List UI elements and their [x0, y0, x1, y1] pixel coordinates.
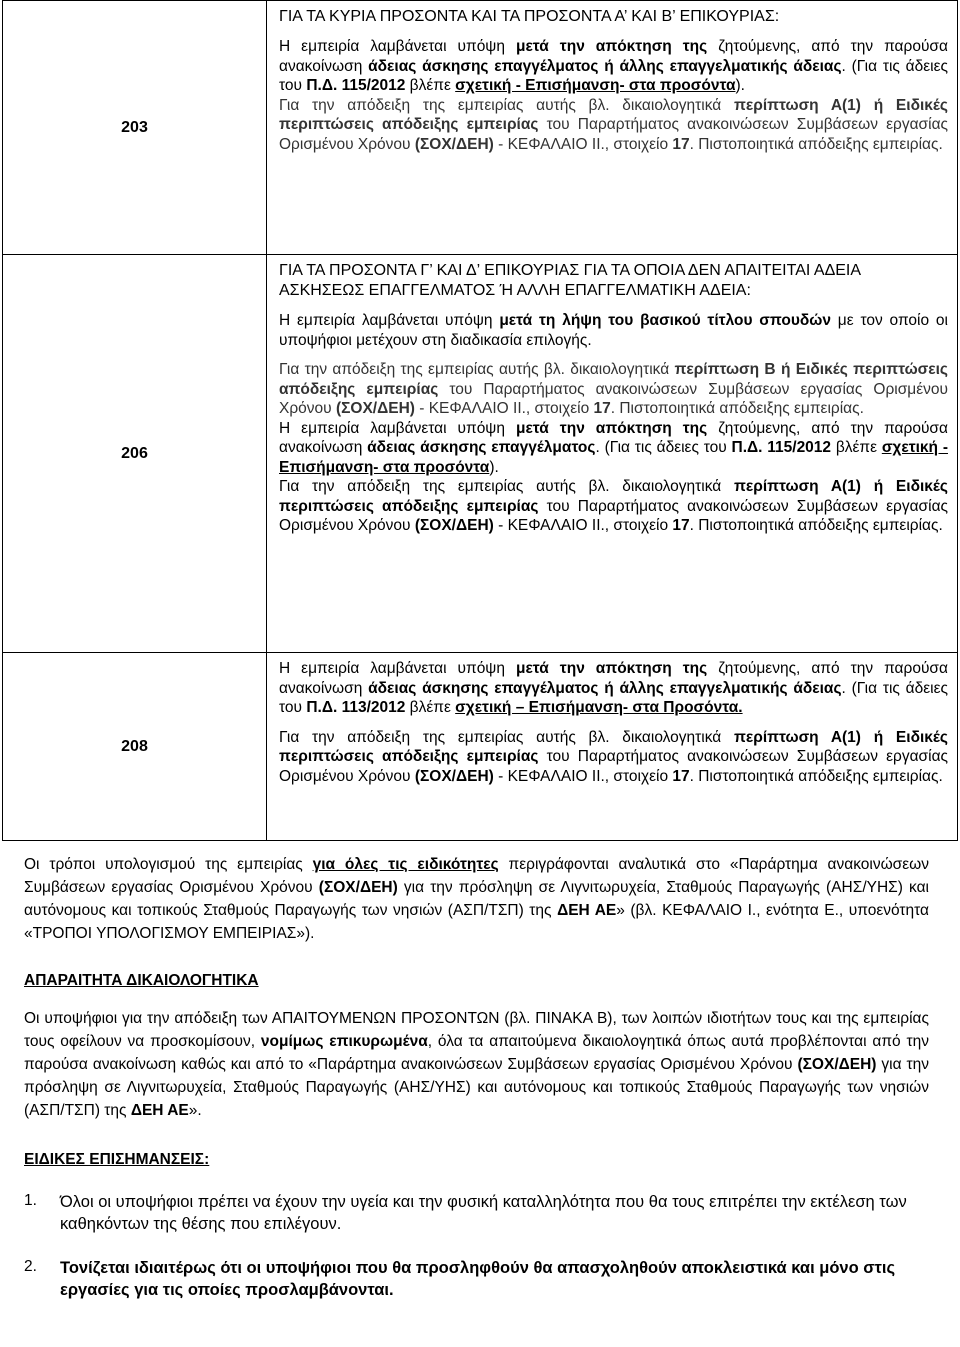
experience-table — [2, 0, 958, 841]
proof-rule: Για την απόδειξη της εμπειρίας αυτής βλ. δικαιολογητικά περίπτωση Α(1) ή Ειδικές περιπτώσεις απόδειξης εμπειρίας του Παραρτήματος ανακοινώσεων Συμβάσεων εργασίας Ορισμένου Χρόνου (ΣΟΧ/ΔΕΗ) - ΚΕΦΑΛΑΙΟ ΙΙ., στοιχείο 17. Πιστοποιητικά απόδειξης εμπειρίας. — [279, 96, 949, 153]
proof-rule: Για την απόδειξη της εμπειρίας αυτής βλ. δικαιολογητικά περίπτωση Α(1) ή Ειδικές περιπτώσεις απόδειξης εμπειρίας του Παραρτήματος ανακοινώσεων Συμβάσεων εργασίας Ορισμένου Χρόνου (ΣΟΧ/ΔΕΗ) - ΚΕΦΑΛΑΙΟ ΙΙ., στοιχείο 17. Πιστοποιητικά απόδειξης εμπειρίας. — [279, 728, 949, 785]
note-text: Τονίζεται ιδιαιτέρως ότι οι υποψήφιοι που θα προσληφθούν θα απασχοληθούν αποκλειστικά και μόνο στις εργασίες για τις οποίες προσλαμβάνονται. — [60, 1259, 896, 1299]
table-row — [3, 1, 958, 255]
section-heading: ΓΙΑ ΤΑ ΚΥΡΙΑ ΠΡΟΣΟΝΤΑ ΚΑΙ ΤΑ ΠΡΟΣΟΝΤΑ Α’ ΚΑΙ Β’ ΕΠΙΚΟΥΡΙΑΣ: — [279, 8, 780, 25]
section-heading: ΓΙΑ ΤΑ ΠΡΟΣΟΝΤΑ Γ’ ΚΑΙ Δ’ ΕΠΙΚΟΥΡΙΑΣ ΓΙΑ ΤΑ ΟΠΟΙΑ ΔΕΝ ΑΠΑΙΤΕΙΤΑΙ ΑΔΕΙΑ ΑΣΚΗΣΕΩΣ ΕΠΑΓΓΕΛΜΑΤΟΣ Ή ΑΛΛΗ ΕΠΑΓΓΕΛΜΑΤΙΚΗ ΑΔΕΙΑ: — [279, 262, 861, 299]
post-table-text — [24, 853, 929, 1301]
calculation-methods-paragraph: Οι τρόποι υπολογισμού της εμπειρίας για όλες τις ειδικότητες περιγράφονται αναλυτικά στο «Παράρτημα ανακοινώσεων Συμβάσεων εργασίας Ορισμένου Χρόνου (ΣΟΧ/ΔΕΗ) για την πρόσληψη σε Λιγνιτωρυχεία, Σταθμούς Παραγωγής (ΑΗΣ/ΥΗΣ) και αυτόνομους και τοπικούς Σταθμούς Παραγωγής των νησιών (ΑΣΠ/ΤΣΠ) της ΔΕΗ ΑΕ» (βλ. ΚΕΦΑΛΑΙΟ Ι., ενότητα Ε., υποενότητα «ΤΡΟΠΟΙ ΥΠΟΛΟΓΙΣΜΟΥ ΕΜΠΕΙΡΙΑΣ»). — [24, 856, 930, 942]
note-link: σχετική - Επισήμανση- στα προσόντα — [455, 77, 736, 94]
specialty-code: 208 — [3, 653, 267, 841]
experience-rule: Η εμπειρία λαμβάνεται υπόψη μετά την απόκτηση της ζητούμενης, από την παρούσα ανακοίνωση άδειας άσκησης επαγγέλματος ή άλλης επαγγελματικής άδειας. (Για τις άδειες του Π.Δ. 115/2012 βλέπε σχετική - Επισήμανση- στα προσόντα). — [279, 38, 948, 94]
note-text: Όλοι οι υποψήφιοι πρέπει να έχουν την υγεία και την φυσική καταλληλότητα που θα τους επιτρέπει την εκτέλεση των καθηκόντων της θέσης που επιλέγουν. — [60, 1193, 907, 1233]
proof-rule: Για την απόδειξη της εμπειρίας αυτής βλ. δικαιολογητικά περίπτωση Α(1) ή Ειδικές περιπτώσεις απόδειξης εμπειρίας του Παραρτήματος ανακοινώσεων Συμβάσεων εργασίας Ορισμένου Χρόνου (ΣΟΧ/ΔΕΗ) - ΚΕΦΑΛΑΙΟ ΙΙ., στοιχείο 17. Πιστοποιητικά απόδειξης εμπειρίας. — [279, 478, 949, 534]
required-documents-heading: ΑΠΑΡΑΙΤΗΤΑ ΔΙΚΑΙΟΛΟΓΗΤΙΚΑ — [24, 972, 259, 989]
requirements-cell — [267, 255, 958, 653]
experience-rule: Η εμπειρία λαμβάνεται υπόψη μετά την απόκτηση της ζητούμενης, από την παρούσα ανακοίνωση άδειας άσκησης επαγγέλματος ή άλλης επαγγελματικής άδειας. (Για τις άδειες του Π.Δ. 113/2012 βλέπε σχετική – Επισήμανση- στα Προσόντα. — [279, 660, 948, 716]
requirements-cell — [267, 653, 958, 841]
table-row — [3, 653, 958, 841]
list-item: 1. Όλοι οι υποψήφιοι πρέπει να έχουν την υγεία και την φυσική καταλληλότητα που θα τους επιτρέπει την εκτέλεση των καθηκόντων της θέσης που επιλέγουν. — [24, 1191, 929, 1235]
special-notes-list — [24, 1191, 929, 1301]
experience-rule: Η εμπειρία λαμβάνεται υπόψη μετά τη λήψη του βασικού τίτλου σπουδών με τον οποίο οι υποψήφιοι μετέχουν στη διαδικασία επιλογής. — [279, 312, 948, 349]
specialty-code: 203 — [3, 1, 267, 255]
table-row — [3, 255, 958, 653]
specialty-code: 206 — [3, 255, 267, 653]
special-notes-heading: ΕΙΔΙΚΕΣ ΕΠΙΣΗΜΑΝΣΕΙΣ: — [24, 1150, 210, 1168]
proof-rule: Για την απόδειξη της εμπειρίας αυτής βλ. δικαιολογητικά περίπτωση Β ή Ειδικές περιπτώσεις απόδειξης εμπειρίας του Παραρτήματος ανακοινώσεων Συμβάσεων εργασίας Ορισμένου Χρόνου (ΣΟΧ/ΔΕΗ) - ΚΕΦΑΛΑΙΟ ΙΙ., στοιχείο 17. Πιστοποιητικά απόδειξης εμπειρίας. — [279, 361, 948, 417]
note-link: σχετική – Επισήμανση- στα Προσόντα. — [455, 699, 743, 716]
list-item: 2. Τονίζεται ιδιαιτέρως ότι οι υποψήφιοι που θα προσληφθούν θα απασχοληθούν αποκλειστικά και μόνο στις εργασίες για τις οποίες προσλαμβάνονται. — [24, 1257, 929, 1301]
note-link: σχετική - Επισήμανση- στα προσόντα — [279, 439, 948, 476]
experience-rule: Η εμπειρία λαμβάνεται υπόψη μετά την απόκτηση της ζητούμενης, από την παρούσα ανακοίνωση άδειας άσκησης επαγγέλματος. (Για τις άδειες του Π.Δ. 115/2012 βλέπε σχετική - Επισήμανση- στα προσόντα). — [279, 419, 948, 476]
required-documents-paragraph: Οι υποψήφιοι για την απόδειξη των ΑΠΑΙΤΟΥΜΕΝΩΝ ΠΡΟΣΟΝΤΩΝ (βλ. ΠΙΝΑΚΑ Β), των λοιπών ιδιοτήτων τους και της εμπειρίας τους οφείλουν να προσκομίσουν, νομίμως επικυρωμένα, όλα τα απαιτούμενα δικαιολογητικά όπως αυτά προβλέπονται από την παρούσα ανακοίνωση καθώς και από το «Παράρτημα ανακοινώσεων Συμβάσεων εργασίας Ορισμένου Χρόνου (ΣΟΧ/ΔΕΗ) για την πρόσληψη σε Λιγνιτωρυχεία, Σταθμούς Παραγωγής (ΑΗΣ/ΥΗΣ) και αυτόνομους και τοπικούς Σταθμούς Παραγωγής των νησιών (ΑΣΠ/ΤΣΠ) της ΔΕΗ ΑΕ». — [24, 1009, 929, 1119]
requirements-cell — [267, 1, 958, 255]
